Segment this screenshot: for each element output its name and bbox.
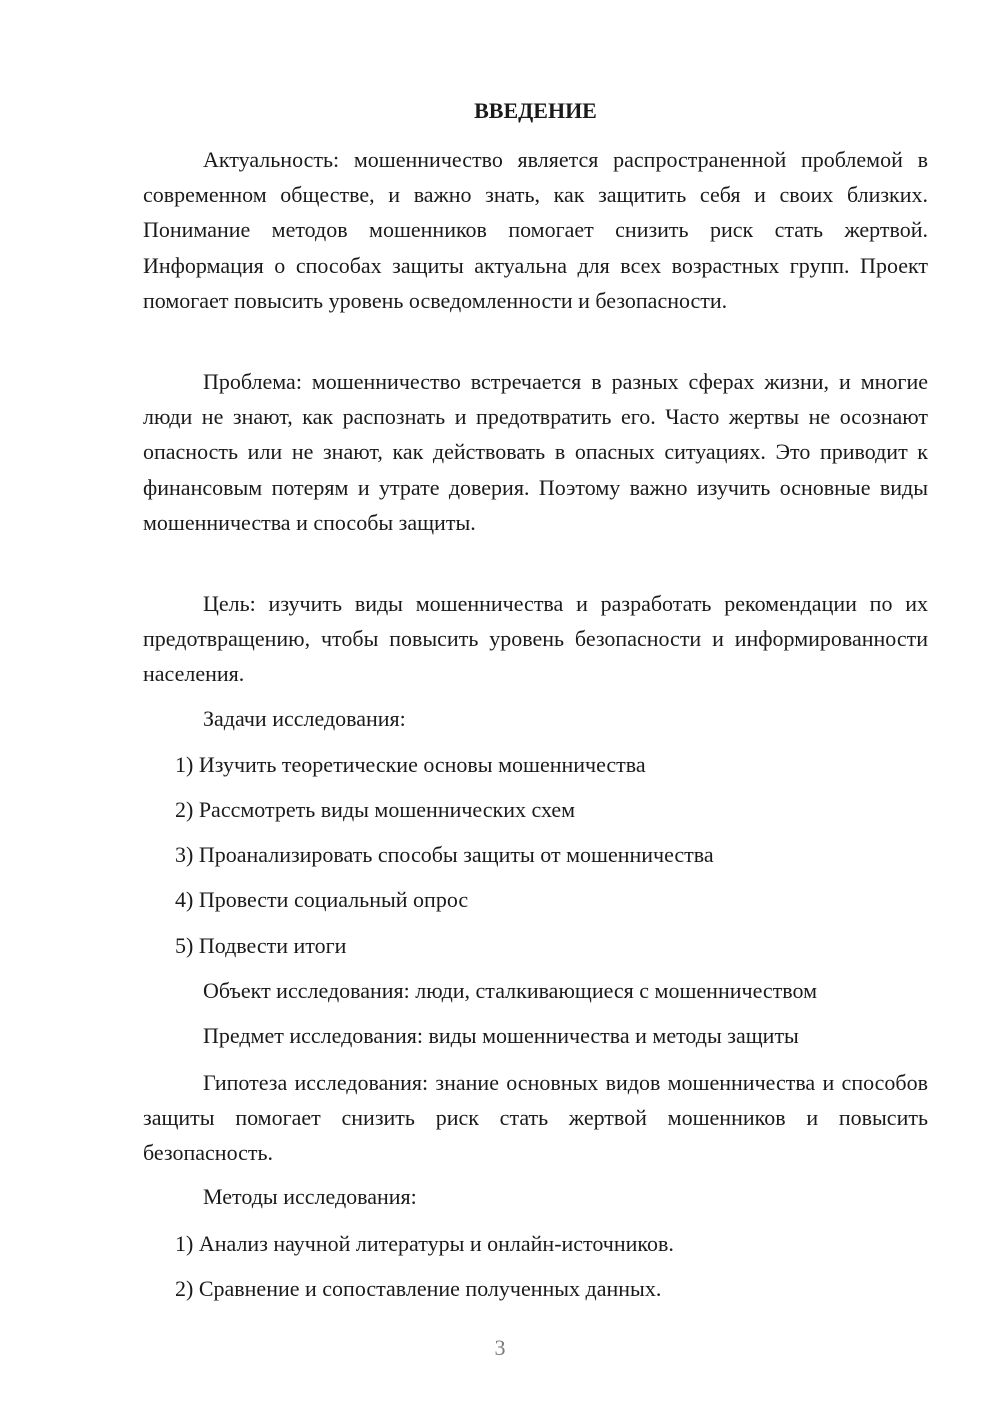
problem-paragraph: Проблема: мошенничество встречается в разных сферах жизни, и многие люди не знают, как распознать и предотвратить его. Часто жертвы не осознают опасность или не знают, как действовать в опасных ситуациях. Это приводит к финансовым потерям и утрате доверия. Поэтому важно изучить основные виды мошенничества и способы защиты. xyxy=(143,369,928,535)
research-object: Объект исследования: люди, сталкивающиеся с мошенничеством xyxy=(203,978,818,1003)
hypothesis-paragraph: Гипотеза исследования: знание основных видов мошенничества и способов защиты помогает снизить риск стать жертвой мошенников и повысить безопасность. xyxy=(143,1070,928,1166)
goal-paragraph: Цель: изучить виды мошенничества и разработать рекомендации по их предотвращению, чтобы повысить уровень безопасности и информированности населения. xyxy=(143,591,928,687)
page-title: ВВЕДЕНИЕ xyxy=(474,98,597,123)
method-item: 1) Анализ научной литературы и онлайн-источников. xyxy=(175,1231,674,1256)
task-item: 2) Рассмотреть виды мошеннических схем xyxy=(175,797,576,822)
research-subject: Предмет исследования: виды мошенничества и методы защиты xyxy=(203,1023,799,1048)
method-item: 2) Сравнение и сопоставление полученных данных. xyxy=(175,1276,662,1301)
task-item: 1) Изучить теоретические основы мошенничества xyxy=(175,752,646,777)
task-item: 3) Проанализировать способы защиты от мошенничества xyxy=(175,842,714,867)
tasks-heading: Задачи исследования: xyxy=(203,706,406,731)
task-item: 4) Провести социальный опрос xyxy=(175,887,469,912)
relevance-paragraph: Актуальность: мошенничество является распространенной проблемой в современном обществе, и важно знать, как защитить себя и своих близких. Понимание методов мошенников помогает снизить риск стать жертвой. Информация о способах защиты актуальна для всех возрастных групп. Проект помогает повысить уровень осведомленности и безопасности. xyxy=(143,147,928,313)
methods-heading: Методы исследования: xyxy=(203,1184,417,1209)
task-item: 5) Подвести итоги xyxy=(175,933,347,958)
page-number: 3 xyxy=(494,1335,506,1360)
